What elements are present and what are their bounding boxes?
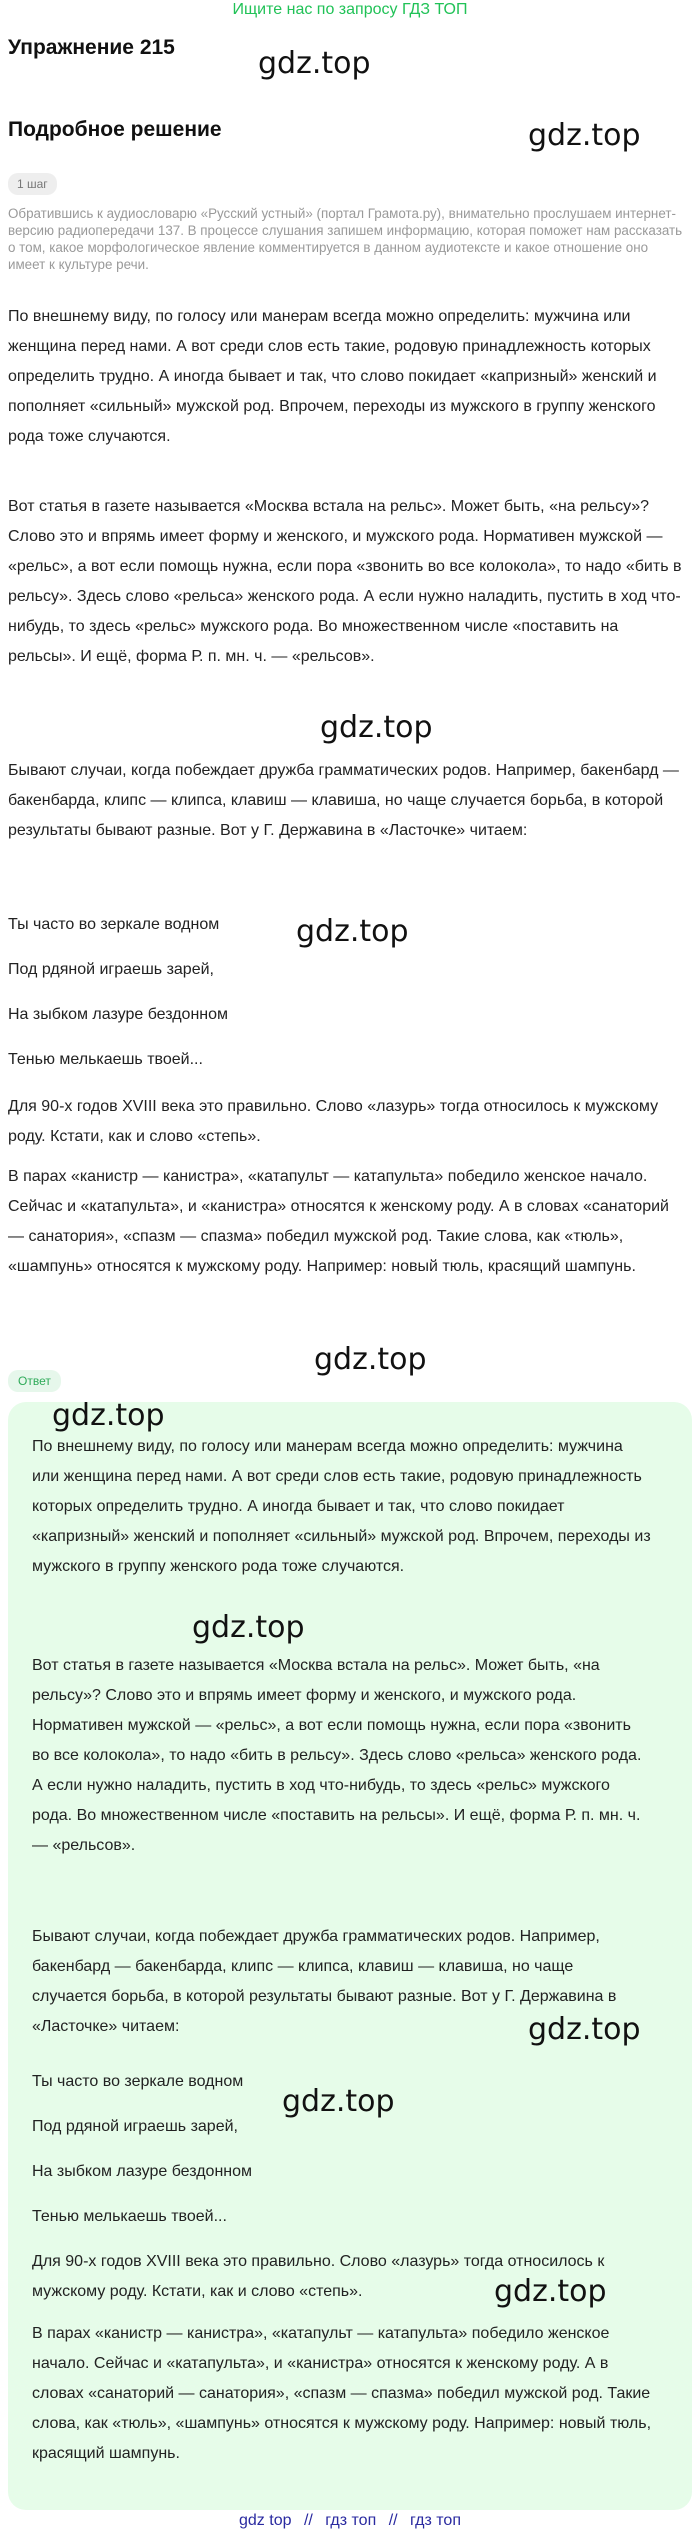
footer-separator: // [388, 2512, 398, 2529]
answer-paragraph: Для 90-х годов XVIII века это правильно. Слово «лазурь» тогда относилось к мужскому роду. Кстати, как и слово «степь». [32, 2253, 605, 2300]
answer-paragraph: В парах «канистр — канистра», «катапульт — катапульта» победило женское начало. Сейчас и «катапульта», и «канистра» относятся к женскому роду. А в словах «санаторий — санатория», «спазм — спазма» победил мужской род. Такие слова, как «тюль», «шампунь» относятся к мужскому роду. Например: новый тюль, красящий шампунь. [32, 2325, 652, 2462]
watermark: gdz.top [282, 2084, 395, 2119]
footer-link[interactable]: гдз топ [325, 2512, 377, 2529]
watermark: gdz.top [192, 1610, 305, 1645]
watermark: gdz.top [320, 710, 433, 745]
poem-line: Ты часто во зеркале водном [32, 2073, 244, 2090]
watermark: gdz.top [314, 1342, 427, 1377]
solution-paragraph: По внешнему виду, по голосу или манерам всегда можно определить: мужчина или женщина перед нами. А вот среди слов есть такие, родовую принадлежность которых определить трудно. А иногда бывает и так, что слово покидает «капризный» женский и пополняет «сильный» мужской род. Впрочем, переходы из мужского в группу женского рода тоже случаются. [8, 308, 657, 445]
footer-separator: // [303, 2512, 313, 2529]
footer-link[interactable]: гдз топ [410, 2512, 461, 2529]
poem-line: Ты часто во зеркале водном [8, 916, 220, 933]
solution-paragraph: Вот статья в газете называется «Москва встала на рельс». Может быть, «на рельсу»? Слово это и впрямь имеет форму и женского, и мужского рода. Нормативен мужской — «рельс», а вот если помощь нужна, если пора «звонить во все колокола», то надо «бить в рельсу». Здесь слово «рельса» женского рода. А если нужно наладить, пустить в ход что-нибудь, то здесь «рельс» мужского рода. Во множественном числе «поставить на рельсы». И ещё, форма Р. п. мн. ч. — «рельсов». [8, 498, 682, 665]
footer-links [0, 2511, 700, 2531]
watermark: gdz.top [528, 2012, 641, 2047]
step-badge: 1 шаг [8, 173, 57, 195]
footer-link[interactable]: gdz top [239, 2512, 292, 2529]
exercise-title: Упражнение 215 [8, 36, 175, 59]
poem-line: Под рдяной играешь зарей, [32, 2118, 238, 2135]
section-title: Подробное решение [8, 118, 222, 141]
poem-line: Тенью мелькаешь твоей... [8, 1051, 203, 1068]
poem-line: Под рдяной играешь зарей, [8, 961, 214, 978]
watermark: gdz.top [528, 118, 641, 153]
answer-paragraph: Бывают случаи, когда побеждает дружба грамматических родов. Например, бакенбард — бакенбарда, клипс — клипса, клавиш — клавиша, но чаще случается борьба, в которой результаты бывают разные. Вот у Г. Державина в «Ласточке» читаем: [32, 1928, 617, 2035]
poem-line: На зыбком лазуре бездонном [8, 1006, 229, 1023]
solution-paragraph: В парах «канистр — канистра», «катапульт — катапульта» победило женское начало. Сейчас и «катапульта», и «канистра» относятся к женскому роду. А в словах «санаторий — санатория», «спазм — спазма» победил мужской род. Такие слова, как «тюль», «шампунь» относятся к мужскому роду. Например: новый тюль, красящий шампунь. [8, 1168, 669, 1275]
poem-line: Тенью мелькаешь твоей... [32, 2208, 227, 2225]
answer-paragraph: По внешнему виду, по голосу или манерам всегда можно определить: мужчина или женщина перед нами. А вот среди слов есть такие, родовую принадлежность которых определить трудно. А иногда бывает и так, что слово покидает «капризный» женский и пополняет «сильный» мужской род. Впрочем, переходы из мужского в группу женского рода тоже случаются. [32, 1438, 651, 1575]
poem-line: На зыбком лазуре бездонном [32, 2163, 253, 2180]
watermark: gdz.top [258, 46, 371, 81]
intro-text: Обратившись к аудиословарю «Русский устный» (портал Грамота.ру), внимательно прослушаем интернет-версию радиопередачи 137. В процессе слушания запишем информацию, которая поможет нам рассказать о том, какое морфологическое явление комментируется в данном аудиотексте и какое отношение оно имеет к культуре речи. [8, 206, 683, 272]
watermark: gdz.top [296, 914, 409, 949]
solution-paragraph: Для 90-х годов XVIII века это правильно. Слово «лазурь» тогда относилось к мужскому роду. Кстати, как и слово «степь». [8, 1098, 659, 1145]
watermark: gdz.top [52, 1398, 165, 1433]
search-banner[interactable]: Ищите нас по запросу ГДЗ ТОП [232, 1, 468, 18]
watermark: gdz.top [494, 2274, 607, 2309]
answer-badge: Ответ [8, 1370, 61, 1392]
solution-paragraph: Бывают случаи, когда побеждает дружба грамматических родов. Например, бакенбард — бакенбарда, клипс — клипса, клавиш — клавиша, но чаще случается борьба, в которой результаты бывают разные. Вот у Г. Державина в «Ласточке» читаем: [8, 762, 679, 839]
answer-paragraph: Вот статья в газете называется «Москва встала на рельс». Может быть, «на рельсу»? Слово это и впрямь имеет форму и женского, и мужского рода. Нормативен мужской — «рельс», а вот если помощь нужна, если пора «звонить во все колокола», то надо «бить в рельсу». Здесь слово «рельса» женского рода. А если нужно наладить, пустить в ход что-нибудь, то здесь «рельс» мужского рода. Во множественном числе «поставить на рельсы». И ещё, форма Р. п. мн. ч. — «рельсов». [32, 1657, 642, 1854]
